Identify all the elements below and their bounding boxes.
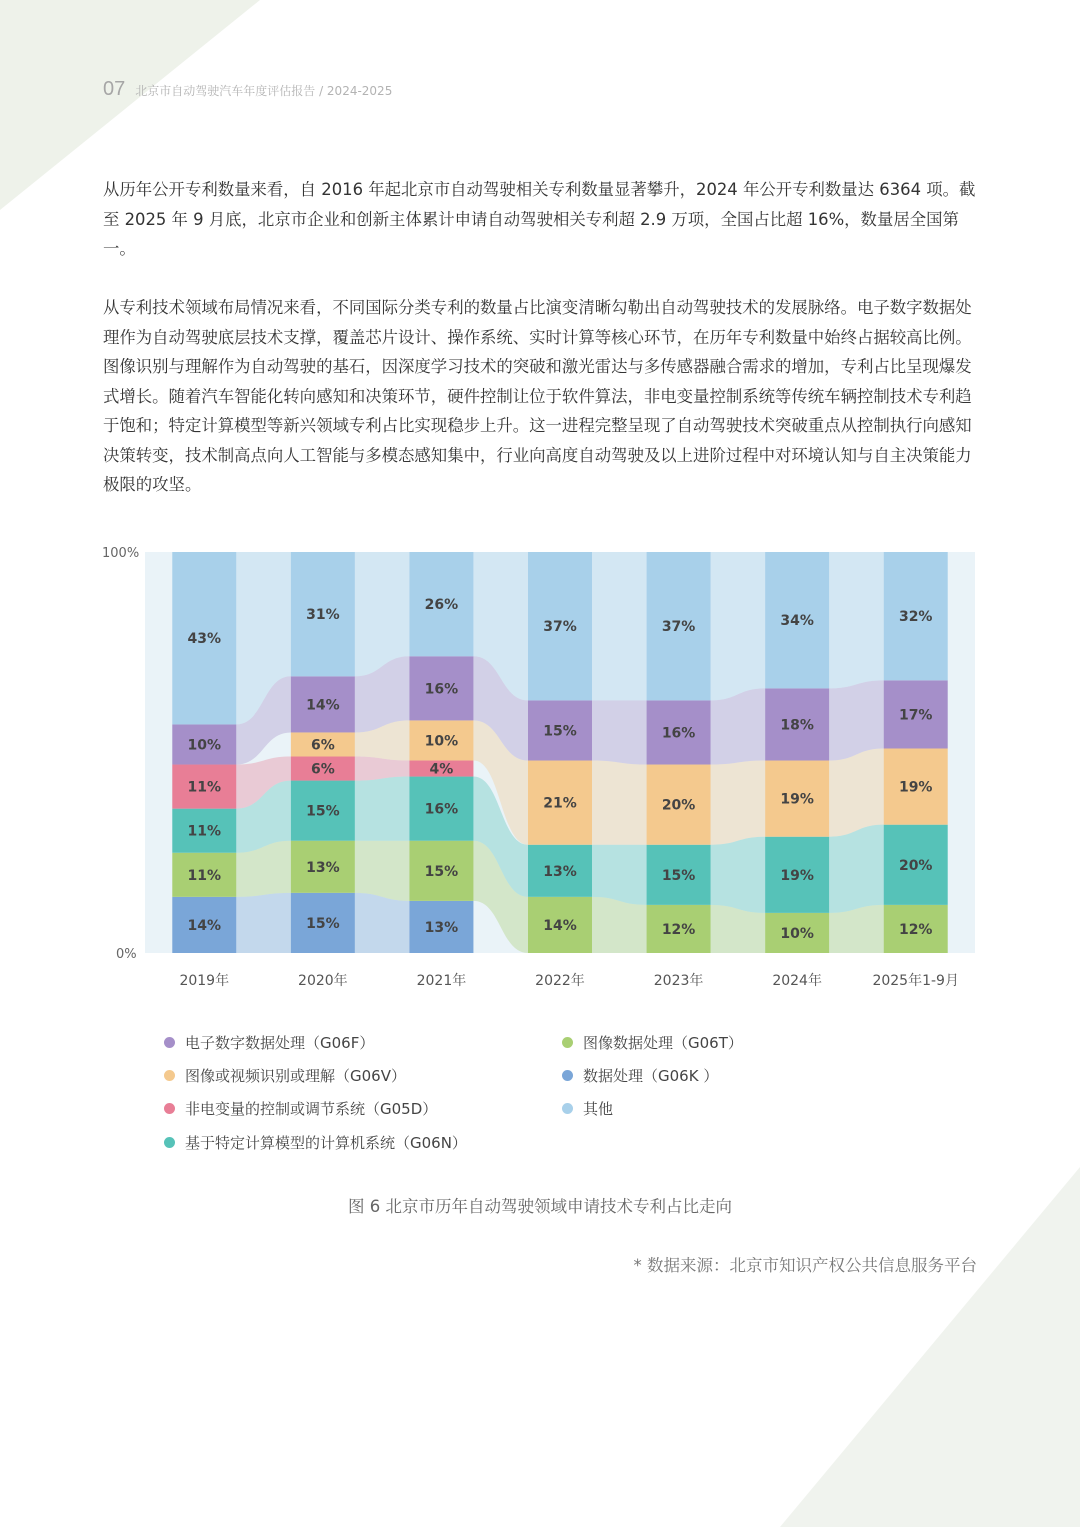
legend-item-other xyxy=(562,1098,613,1119)
flow-ribbon xyxy=(592,845,647,905)
legend-marker-g06t xyxy=(562,1037,573,1048)
data-label: 12% xyxy=(898,921,933,938)
data-label: 32% xyxy=(898,609,933,626)
data-label: 11% xyxy=(187,823,222,840)
data-label: 31% xyxy=(306,607,340,624)
y-tick-label: 100% xyxy=(102,546,140,561)
y-tick-label: 0% xyxy=(116,947,137,962)
data-label: 11% xyxy=(187,779,222,796)
data-label: 13% xyxy=(424,919,459,936)
data-label: 14% xyxy=(543,917,577,934)
paragraph-patent-fields: 从专利技术领域布局情况来看，不同国际分类专利的数量占比演变清晰勾勒出自动驾驶技术的发展脉络。电子数字数据处理作为自动驾驶底层技术支撑，覆盖芯片设计、操作系统、实时计算等核心环节，在历年专利数量中始终占据较高比例。图像识别与理解作为自动驾驶的基石，因深度学习技术的突破和激光雷达与多传感器融合需求的增加，专利占比呈现爆发式增长。随着汽车智能化转向感知和决策环节，硬件控制让位于软件算法，非电变量控制系统等传统车辆控制技术专利趋于饱和；特定计算模型等新兴领域专利占比实现稳步上升。这一进程完整呈现了自动驾驶技术突破重点从控制执行向感知决策转变，技术制高点向人工智能与多模态感知集中，行业向高度自动驾驶及以上进阶过程中对环境认知与自主决策能力极限的攻坚。 xyxy=(103,298,972,494)
data-label: 6% xyxy=(310,761,335,778)
paragraph-patent-count: 从历年公开专利数量来看，自 2016 年起北京市自动驾驶相关专利数量显著攀升，2024 年公开专利数量达 6364 项。截至 2025 年 9 月底，北京市企业和创新主体累计申请自动驾驶相关专利超 2.9 万项，全国占比超 16%，数量居全国第一。 xyxy=(103,180,976,258)
x-tick-label: 2020年 xyxy=(298,973,348,989)
flow-ribbon xyxy=(355,777,410,841)
flow-ribbon xyxy=(592,700,647,764)
x-tick-label: 2025年1-9月 xyxy=(872,973,959,989)
flow-ribbon xyxy=(592,552,647,700)
legend-marker-g06n xyxy=(164,1137,175,1148)
data-label: 21% xyxy=(543,795,577,812)
legend-marker-g05d xyxy=(164,1103,175,1114)
chart-legend xyxy=(160,1032,860,1172)
x-tick-label: 2024年 xyxy=(772,973,822,989)
data-label: 19% xyxy=(780,791,814,808)
data-label: 26% xyxy=(424,597,459,614)
stacked-bar-chart xyxy=(100,535,980,995)
flow-ribbon xyxy=(711,552,766,700)
legend-label-g06n: 基于特定计算模型的计算机系统（G06N） xyxy=(185,1134,467,1152)
data-label: 16% xyxy=(424,681,459,698)
flow-ribbon xyxy=(355,841,410,901)
data-label: 10% xyxy=(424,733,459,750)
flow-ribbon xyxy=(592,761,647,845)
data-label: 37% xyxy=(661,619,696,636)
page-header xyxy=(103,78,392,101)
data-source-note: * 数据来源：北京市知识产权公共信息服务平台 xyxy=(633,1256,977,1275)
page-number: 07 xyxy=(103,78,126,100)
data-label: 11% xyxy=(187,867,222,884)
legend-label-other: 其他 xyxy=(583,1100,614,1118)
legend-marker-g06k xyxy=(562,1070,573,1081)
data-label: 20% xyxy=(661,797,696,814)
legend-item-g06f xyxy=(164,1032,374,1053)
data-label: 6% xyxy=(310,737,335,754)
data-label: 16% xyxy=(661,725,696,742)
data-label: 10% xyxy=(187,737,222,754)
data-label: 15% xyxy=(543,723,577,740)
data-label: 15% xyxy=(424,863,459,880)
running-title: 北京市自动驾驶汽车年度评估报告 / 2024-2025 xyxy=(135,84,393,98)
data-label: 14% xyxy=(187,917,222,934)
legend-label-g06k: 数据处理（G06K ） xyxy=(583,1067,719,1085)
x-tick-label: 2022年 xyxy=(535,973,585,989)
flow-ribbon xyxy=(829,825,884,913)
legend-label-g06t: 图像数据处理（G06T） xyxy=(583,1034,743,1052)
legend-label-g06f: 电子数字数据处理（G06F） xyxy=(185,1034,375,1052)
flow-ribbon xyxy=(711,837,766,913)
data-label: 37% xyxy=(543,619,577,636)
data-label: 20% xyxy=(898,857,933,874)
data-label: 19% xyxy=(898,779,933,796)
data-label: 15% xyxy=(306,803,340,820)
data-label: 14% xyxy=(306,697,340,714)
data-label: 4% xyxy=(429,761,454,778)
flow-ribbon xyxy=(829,680,884,760)
data-label: 43% xyxy=(187,631,222,648)
data-label: 13% xyxy=(306,859,340,876)
flow-ribbon xyxy=(829,552,884,688)
flow-ribbon xyxy=(711,761,766,845)
data-label: 15% xyxy=(661,867,696,884)
data-label: 19% xyxy=(780,867,814,884)
legend-marker-other xyxy=(562,1103,573,1114)
legend-item-g06v xyxy=(164,1065,406,1086)
flow-ribbon xyxy=(236,893,291,953)
corner-decoration-bottom xyxy=(780,1167,1080,1527)
data-label: 13% xyxy=(543,863,577,880)
flow-ribbon xyxy=(355,893,410,953)
legend-item-g05d xyxy=(164,1098,437,1119)
data-label: 10% xyxy=(780,925,814,942)
legend-item-g06k xyxy=(562,1065,718,1086)
data-label: 15% xyxy=(306,915,340,932)
data-label: 34% xyxy=(780,613,814,630)
data-label: 17% xyxy=(898,707,933,724)
legend-label-g05d: 非电变量的控制或调节系统（G05D） xyxy=(185,1100,438,1118)
data-label: 12% xyxy=(661,921,696,938)
flow-ribbon xyxy=(592,897,647,953)
data-label: 16% xyxy=(424,801,459,818)
legend-item-g06n xyxy=(164,1132,467,1153)
flow-ribbon xyxy=(829,748,884,836)
legend-label-g06v: 图像或视频识别或理解（G06V） xyxy=(185,1067,406,1085)
data-label: 18% xyxy=(780,717,814,734)
figure-caption: 图 6 北京市历年自动驾驶领域申请技术专利占比走向 xyxy=(348,1197,732,1216)
legend-marker-g06v xyxy=(164,1070,175,1081)
x-tick-label: 2019年 xyxy=(179,973,230,989)
legend-item-g06t xyxy=(562,1032,743,1053)
x-tick-label: 2023年 xyxy=(653,973,704,989)
legend-marker-g06f xyxy=(164,1037,175,1048)
chart-svg xyxy=(100,535,980,995)
x-tick-label: 2021年 xyxy=(416,973,467,989)
